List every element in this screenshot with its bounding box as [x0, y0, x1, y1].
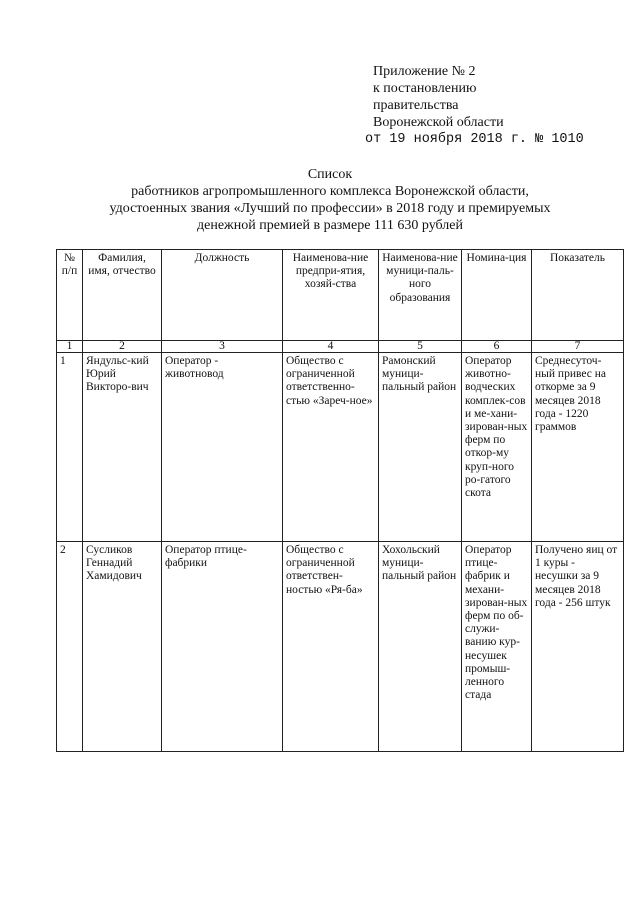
row-indicator: Среднесуточ-ный привес на откорме за 9 месяцев 2018 года - 1220 граммов	[532, 353, 624, 542]
header-num: № п/п	[57, 250, 83, 341]
title-line-2: работников агропромышленного комплекса Воронежской области,	[131, 184, 529, 199]
table-row	[57, 542, 624, 752]
column-number: 6	[462, 341, 532, 353]
row-num: 2	[57, 542, 83, 752]
row-indicator: Получено яиц от 1 куры - несушки за 9 месяцев 2018 года - 256 штук	[532, 542, 624, 752]
row-name: Яндульс-кий Юрий Викторо-вич	[83, 353, 162, 542]
appendix-line-4: Воронежской области	[373, 115, 504, 130]
row-nomination: Оператор птице-фабрик и механи-зирован-ных ферм по об-служи-ванию кур-несушек промыш-ленного стада	[462, 542, 532, 752]
header-enterprise: Наименова-ние предпри-ятия, хозяй-ства	[283, 250, 379, 341]
title-line-3: удостоенных звания «Лучший по профессии» в 2018 году и премируемых	[109, 201, 551, 216]
appendix-line-3: правительства	[373, 98, 459, 113]
column-number: 3	[162, 341, 283, 353]
document-title	[60, 166, 600, 234]
row-position: Оператор - животновод	[162, 353, 283, 542]
appendix-line-2: к постановлению	[373, 81, 477, 96]
title-line-1: Список	[307, 167, 353, 182]
row-name: Сусликов Геннадий Хамидович	[83, 542, 162, 752]
header-position: Должность	[162, 250, 283, 341]
header-name: Фамилия, имя, отчество	[83, 250, 162, 341]
appendix-block	[365, 63, 584, 148]
column-number: 1	[57, 341, 83, 353]
appendix-line-1: Приложение № 2	[373, 64, 476, 79]
row-nomination: Оператор животно-водческих комплек-сов и ме-хани-зирован-ных ферм по откор-му круп-ного ро-гатого скота	[462, 353, 532, 542]
column-number: 5	[379, 341, 462, 353]
row-enterprise: Общество с ограниченной ответствен-ностью «Ря-ба»	[283, 542, 379, 752]
header-nomination: Номина-ция	[462, 250, 532, 341]
row-municipality: Рамонский муници-пальный район	[379, 353, 462, 542]
table-header-row	[57, 250, 624, 341]
header-municipality: Наименова-ние муници-паль-ного образования	[379, 250, 462, 341]
column-number: 2	[83, 341, 162, 353]
appendix-date: от 19 ноября 2018 г. № 1010	[365, 132, 584, 147]
column-number: 7	[532, 341, 624, 353]
row-num: 1	[57, 353, 83, 542]
row-position: Оператор птице-фабрики	[162, 542, 283, 752]
column-numbers-row	[57, 341, 624, 353]
header-indicator: Показатель	[532, 250, 624, 341]
table-row	[57, 353, 624, 542]
column-number: 4	[283, 341, 379, 353]
row-municipality: Хохольский муници-пальный район	[379, 542, 462, 752]
row-enterprise: Общество с ограниченной ответственно-стью «Зареч-ное»	[283, 353, 379, 542]
title-line-4: денежной премией в размере 111 630 рублей	[197, 218, 463, 233]
awardees-table	[56, 249, 624, 752]
